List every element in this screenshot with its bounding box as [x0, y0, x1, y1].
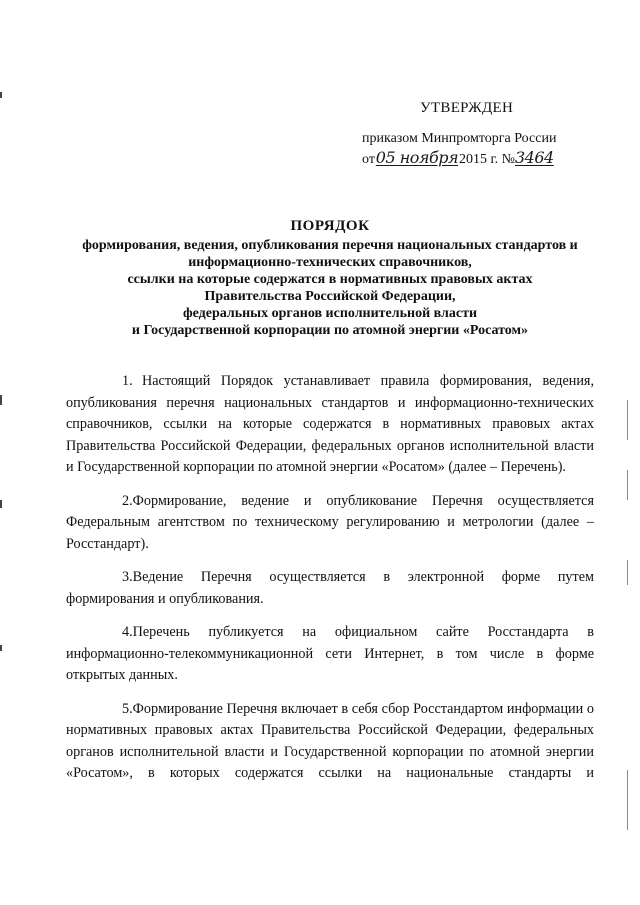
- paragraph-text: Ведение Перечня осуществляется в электронной форме путем: [132, 569, 594, 585]
- handwritten-date: 05 ноября: [375, 148, 459, 167]
- scan-edge-line: [627, 470, 628, 500]
- paragraph-2: [66, 491, 594, 556]
- title-line: Правительства Российской Федерации,: [204, 289, 456, 304]
- scan-edge-mark: [0, 645, 2, 651]
- approval-order-ref: приказом Минпромторга России: [362, 131, 557, 146]
- paragraph-3: [66, 567, 594, 610]
- approval-heading: УТВЕРЖДЕН: [420, 100, 514, 116]
- title-line: ссылки на которые содержатся в нормативных правовых актах: [127, 272, 533, 287]
- title-line: информационно-технических справочников,: [188, 255, 472, 270]
- title-line: федеральных органов исполнительной власти: [182, 306, 478, 321]
- paragraph-text: Перечень публикуется на официальном сайте Росстандарта в информационно-телекоммуникационной сети Интернет, в том числе в форме открытых данных.: [66, 624, 594, 683]
- document-body: [66, 371, 594, 797]
- scan-edge-mark: [0, 395, 2, 405]
- paragraph-text: Формирование Перечня включает в себя сбор Росстандартом информации о нормативных правовых актах Правительства Российской Федерации, федеральных органов исполнительной власти и Государственной корпорации по атомной энергии «Росатом», в которых содержатся ссылки на национальные стандарты и: [66, 700, 594, 781]
- paragraph-text-tail: формирования и опубликования.: [66, 590, 264, 607]
- paragraph-text: Настоящий Порядок устанавливает правила формирования, ведения, опубликования перечня национальных стандартов и информационно-технических справочников, ссылки на которые содержатся в нормативных правовых актах Правительства Российской Федерации, федеральных органов исполнительной власти и Государственной корпорации по атомной энергии «Росатом» (далее – Перечень).: [66, 373, 594, 475]
- year-text: 2015 г. №: [458, 152, 515, 167]
- paragraph-number: 4.: [122, 624, 133, 640]
- title-line: и Государственной корпорации по атомной энергии «Росатом»: [131, 323, 529, 338]
- date-prefix: от: [362, 152, 375, 167]
- scan-edge-line: [627, 770, 628, 830]
- paragraph-number: 1.: [122, 373, 133, 389]
- paragraph-number: 5.: [122, 700, 133, 717]
- scan-edge-line: [627, 560, 628, 585]
- paragraph-number: 3.: [122, 569, 133, 585]
- scan-edge-mark: [0, 92, 2, 98]
- scan-edge-mark: [0, 500, 2, 508]
- paragraph-1: [66, 371, 594, 479]
- handwritten-order-number: 3464: [514, 148, 554, 167]
- title-line: формирования, ведения, опубликования перечня национальных стандартов и: [82, 238, 578, 253]
- paragraph-text: Формирование, ведение и опубликование Перечня осуществляется Федеральным агентством по техническому регулированию и метрологии (далее – Росстандарт).: [66, 492, 594, 552]
- paragraph-4: [66, 622, 594, 687]
- paragraph-number: 2.: [122, 492, 133, 509]
- approval-date-line: [362, 148, 554, 168]
- scan-edge-line: [627, 400, 628, 440]
- document-title: ПОРЯДОК: [290, 218, 370, 234]
- document-title-block: [40, 218, 620, 339]
- paragraph-5: [66, 699, 594, 785]
